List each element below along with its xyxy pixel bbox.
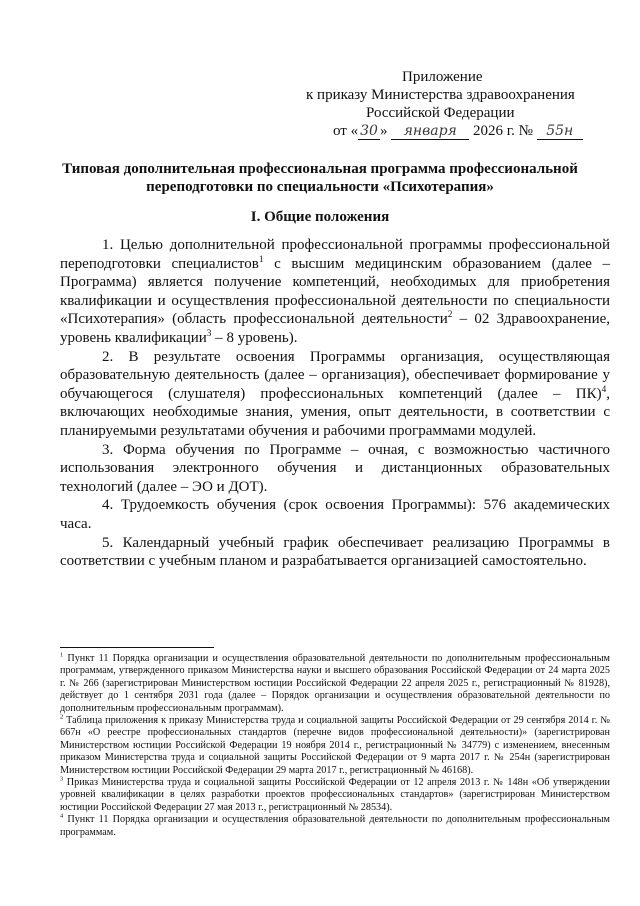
document-body xyxy=(60,236,610,571)
handwritten-day: 30 xyxy=(360,123,378,139)
footnote-ref-2: 2 xyxy=(447,310,453,321)
paragraph-3: 3. Форма обучения по Программе – очная, с возможностью частичного использования электронного обучения и дистанционных образовательных технологий (далее – ЭО и ДОТ). xyxy=(60,441,610,495)
paragraph-4: 4. Трудоемкость обучения (срок освоения Программы): 576 академических часа. xyxy=(60,497,610,532)
date-year: 2026 г. № xyxy=(469,123,537,139)
footnote-divider xyxy=(60,647,214,648)
footnote-marker: 1 xyxy=(60,651,64,659)
paragraph-1 xyxy=(60,236,610,348)
header-appendix-label: Приложение xyxy=(402,69,483,85)
footnote-text: Приказ Министерства труда и социальной защиты Российской Федерации от 12 апреля 2013 г. № 148н «Об утверждении уровней квалификации в целях разработки проектов профессиональных стандартов» (зарегистрирован Министерством юстиции Российской Федерации 27 мая 2013 г., регистрационный № 28534). xyxy=(60,777,610,813)
header-order-reference: к приказу Министерства здравоохранения xyxy=(306,87,575,103)
footnote-3 xyxy=(60,777,610,814)
title-line-1: Типовая дополнительная профессиональная программа профессиональной xyxy=(62,161,578,177)
footnote-marker: 2 xyxy=(60,713,64,721)
header-country: Российской Федерации xyxy=(366,105,515,121)
section-heading: I. Общие положения xyxy=(250,209,390,225)
footnote-4 xyxy=(60,814,610,839)
paragraph-1-text-d: – 8 уровень). xyxy=(211,329,298,346)
footnote-ref-4: 4 xyxy=(601,384,607,395)
date-prefix: от « xyxy=(333,123,359,139)
paragraph-2 xyxy=(60,348,610,441)
title-line-2: переподготовки по специальности «Психотерапия» xyxy=(146,179,494,195)
header-date-line xyxy=(300,122,600,140)
document-header xyxy=(300,68,600,140)
footnote-text: Пункт 11 Порядка организации и осуществления образовательной деятельности по дополнительным профессиональным программам, утвержденного приказом Министерства науки и высшего образования Российской Федерации от 24 марта 2025 г. № 266 (зарегистрирован Министерством юстиции Российской Федерации 22 апреля 2025 г., регистрационный № 81928), действует до 1 сентября 2031 года (далее – Порядок организации и осуществления образовательной деятельности по дополнительным профессиональным программам). xyxy=(60,653,610,714)
footnote-ref-3: 3 xyxy=(206,328,212,339)
paragraph-1-text-c: – 02 Здравоохранение, уровень квалификации xyxy=(60,311,611,346)
footnotes xyxy=(60,653,610,839)
footnote-text: Таблица приложения к приказу Министерства труда и социальной защиты Российской Федерации от 29 сентября 2014 г. № 667н «О реестре профессиональных стандартов (перечне видов профессиональной деятельности)» (зарегистрирован Министерством юстиции Российской Федерации 19 ноября 2014 г., регистрационный № 34779) с изменением, внесенным приказом Министерства труда и социальной защиты Российской Федерации от 9 марта 2017 г. № 254н (зарегистрирован Министерством юстиции Российской Федерации 29 марта 2017 г., регистрационный № 46168). xyxy=(60,715,610,776)
document-title xyxy=(60,160,580,196)
handwritten-month: января xyxy=(391,124,469,140)
footnote-ref-1: 1 xyxy=(258,254,264,265)
paragraph-5: 5. Календарный учебный график обеспечивает реализацию Программы в соответствии с учебным планом и разрабатывается организацией самостоятельно. xyxy=(60,534,610,570)
paragraph-2-text-b: , включающих необходимые знания, умения, опыт деятельности, в соответствии с планируемыми результатами обучения и рабочими программами модулей. xyxy=(60,385,610,439)
footnote-marker: 4 xyxy=(60,812,64,820)
footnote-marker: 3 xyxy=(60,775,64,783)
date-separator: » xyxy=(379,123,392,139)
handwritten-order-number: 55н xyxy=(537,124,583,140)
footnote-2 xyxy=(60,715,610,777)
paragraph-1-text-a: 1. Целью дополнительной профессиональной программы профессиональной переподготовки специалистов xyxy=(60,237,610,272)
paragraph-1-text-b: с высшим медицинским образованием (далее – Программа) является получение компетенций, необходимых для приобретения квалификации и осуществления профессиональной деятельности по специальности «Психотерапия» (область профессиональной деятельности xyxy=(60,255,611,328)
footnote-text: Пункт 11 Порядка организации и осуществления образовательной деятельности по дополнительным профессиональным программам. xyxy=(60,814,610,838)
paragraph-2-text-a: 2. В результате освоения Программы организация, осуществляющая образовательную деятельность (далее – организация), обеспечивает формирование у обучающегося (слушателя) профессиональных компетенций (далее – ПК) xyxy=(60,348,610,402)
footnote-1 xyxy=(60,653,610,715)
